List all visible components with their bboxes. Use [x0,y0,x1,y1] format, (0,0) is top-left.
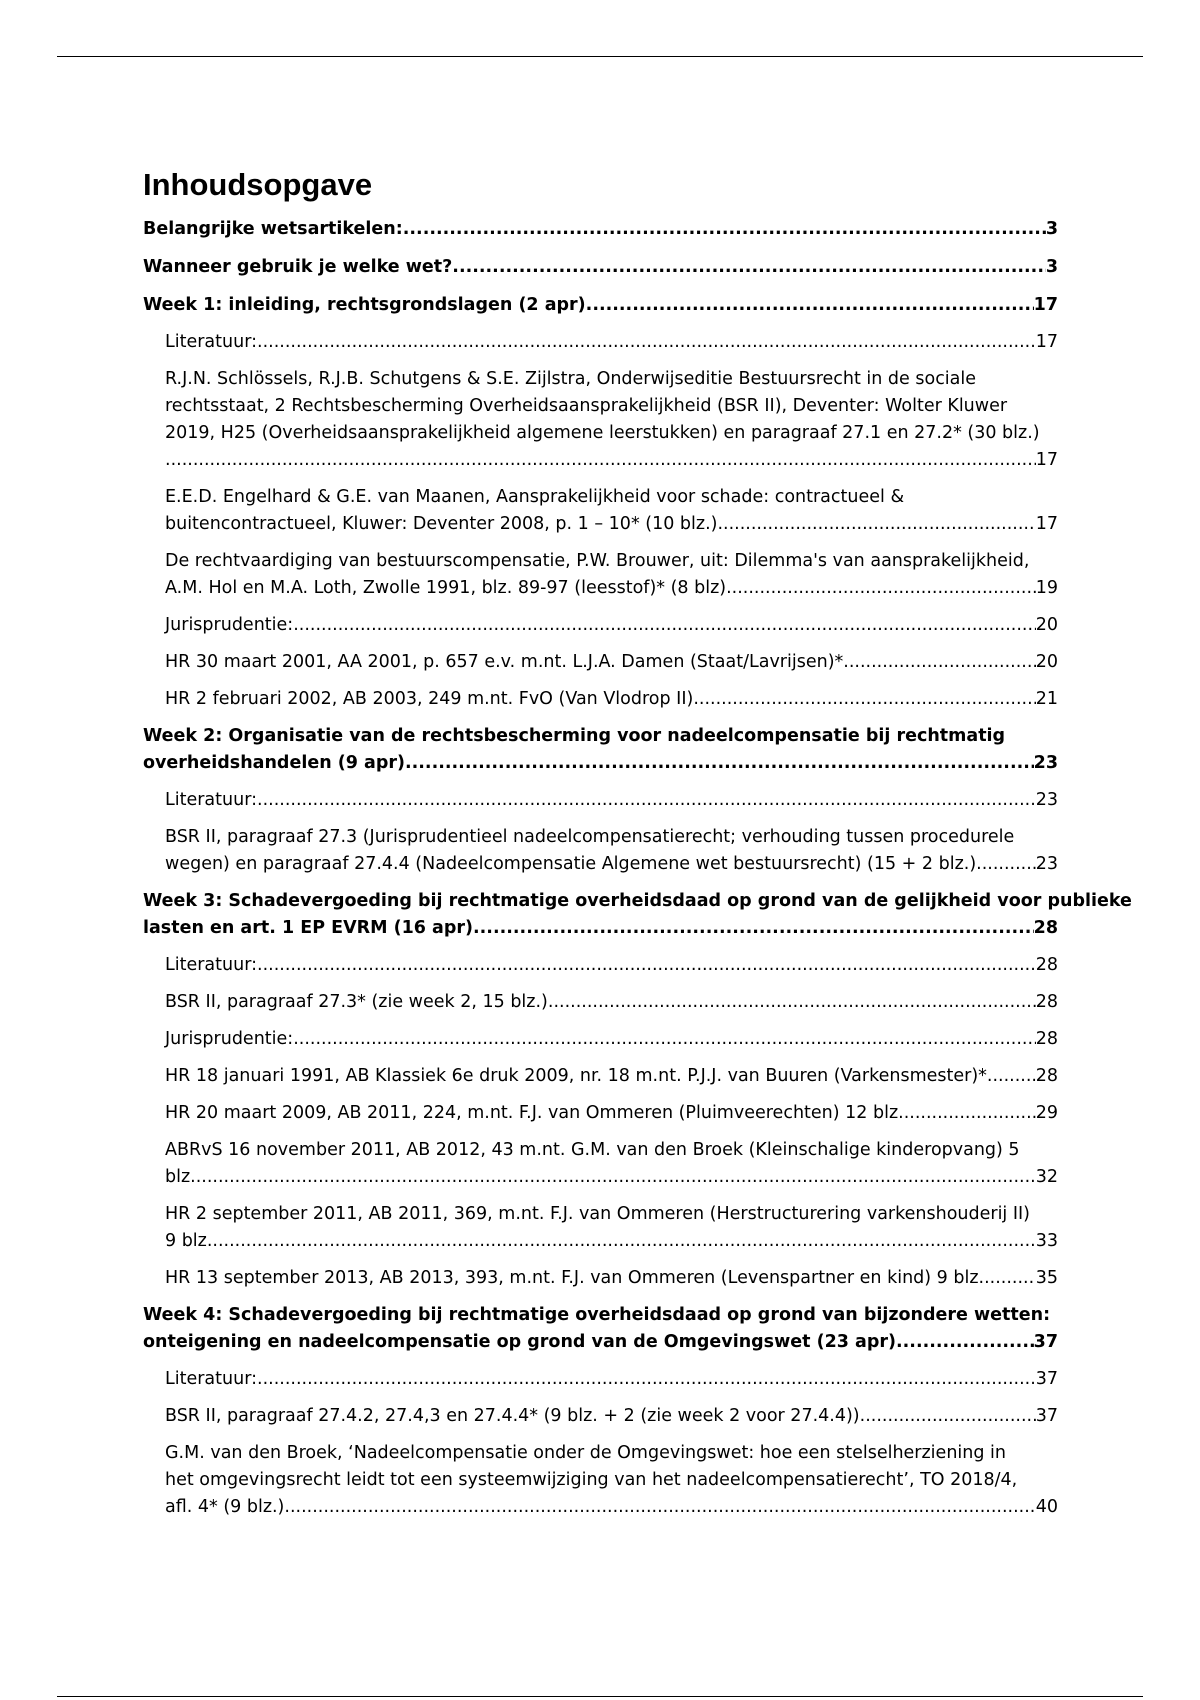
dot-leader [196,1164,1036,1191]
toc-entry[interactable] [143,329,1058,356]
footer-rule [57,1696,1143,1697]
toc-entry[interactable] [143,787,1058,814]
toc-entry[interactable] [143,723,1058,777]
toc-entry-text: buitencontractueel, Kluwer: Deventer 2008, p. 1 – 10* (10 blz.) [165,514,718,534]
dot-leader [904,1100,1036,1127]
toc-entry-text: HR 20 maart 2009, AB 2011, 224, m.nt. F.J. van Ommeren (Pluimveerechten) 12 blz. [165,1103,904,1123]
page-number: 28 [1033,918,1058,938]
dot-leader [257,952,1036,979]
page-number: 23 [1035,854,1058,874]
page-number: 28 [1035,955,1058,975]
page-number: 32 [1035,1167,1058,1187]
dot-leader [293,1026,1036,1053]
toc-entry[interactable] [143,952,1058,979]
dot-leader [405,750,1034,777]
dot-leader [403,216,1046,243]
toc-entry-text: Literatuur: [165,790,257,810]
toc-entry[interactable] [143,1201,1058,1255]
toc-entry[interactable] [143,548,1058,602]
toc-entry-text: Jurisprudentie: [165,615,294,635]
toc-entry-text: BSR II, paragraaf 27.4.2, 27.4,3 en 27.4.4* (9 blz. + 2 (zie week 2 voor 27.4.4)) [165,1406,860,1426]
dot-leader [984,1265,1036,1292]
dot-leader [293,612,1036,639]
toc-entry-text: R.J.N. Schlössels, R.J.B. Schutgens & S.E. Zijlstra, Onderwijseditie Bestuursrecht in de sociale [165,369,977,389]
dot-leader [987,1063,1036,1090]
toc-entry[interactable] [143,254,1058,281]
toc-entry-text: Week 1: inleiding, rechtsgrondslagen (2 apr) [143,295,586,315]
dot-leader [726,575,1036,602]
dot-leader [473,915,1034,942]
toc-entry-text: 2019, H25 (Overheidsaansprakelijkheid algemene leerstukken) en paragraaf 27.1 en 27.2* (30 blz.) [165,423,1040,443]
page-number: 3 [1045,257,1058,277]
toc-entry-text: Week 3: Schadevergoeding bij rechtmatige overheidsdaad op grond van de gelijkheid voor publieke [143,891,1132,911]
toc-entry-text: het omgevingsrecht leidt tot een systeemwijziging van het nadeelcompensatierecht’, TO 2018/4, [165,1470,1018,1490]
page-number: 33 [1035,1231,1058,1251]
toc-entry[interactable] [143,1366,1058,1393]
dot-leader [896,1329,1034,1356]
dot-leader [548,989,1036,1016]
page-number: 37 [1033,1332,1058,1352]
toc-entry-text: BSR II, paragraaf 27.3* (zie week 2, 15 blz.) [165,992,548,1012]
dot-leader [586,292,1034,319]
page-number: 28 [1035,992,1058,1012]
toc-entry-text: 9 blz. [165,1231,213,1251]
toc-entry-text: onteigening en nadeelcompensatie op grond van de Omgevingswet (23 apr) [143,1332,897,1352]
toc-entry-text: blz. [165,1167,196,1187]
toc-entry-text: A.M. Hol en M.A. Loth, Zwolle 1991, blz. 89-97 (leesstof)* (8 blz) [165,578,727,598]
page-number: 3 [1045,219,1058,239]
toc-entry-text: HR 30 maart 2001, AA 2001, p. 657 e.v. m.nt. L.J.A. Damen (Staat/Lavrijsen)* [165,652,844,672]
toc-entry[interactable] [143,292,1058,319]
toc-entry-text: De rechtvaardiging van bestuurscompensatie, P.W. Brouwer, uit: Dilemma's van aansprakelijkheid, [165,551,1030,571]
dot-leader [257,329,1036,356]
toc-entry-text: HR 2 september 2011, AB 2011, 369, m.nt. F.J. van Ommeren (Herstructurering varkenshouderij II) [165,1204,1031,1224]
toc-entry-text: wegen) en paragraaf 27.4.4 (Nadeelcompensatie Algemene wet bestuursrecht) (15 + 2 blz.) [165,854,977,874]
dot-leader [843,649,1035,676]
toc-entry-text: Wanneer gebruik je welke wet? [143,257,453,277]
page-number: 29 [1035,1103,1058,1123]
page-number: 37 [1035,1369,1058,1389]
toc-entry[interactable] [143,989,1058,1016]
toc-entry[interactable] [143,1100,1058,1127]
page-number: 17 [1033,295,1058,315]
toc-entry-text: HR 18 januari 1991, AB Klassiek 6e druk 2009, nr. 18 m.nt. P.J.J. van Buuren (Varkensmester)* [165,1066,987,1086]
dot-leader [860,1403,1036,1430]
toc-entry[interactable] [143,366,1058,474]
page-number: 37 [1035,1406,1058,1426]
toc-entry[interactable] [143,1265,1058,1292]
toc-entry-text: Literatuur: [165,955,257,975]
page-number: 23 [1033,753,1058,773]
toc-entry-text: BSR II, paragraaf 27.3 (Jurisprudentieel nadeelcompensatierecht; verhouding tussen procedurele [165,827,1015,847]
page-number: 35 [1035,1268,1058,1288]
toc-entry[interactable] [143,1063,1058,1090]
dot-leader [257,787,1036,814]
toc-entry-text: lasten en art. 1 EP EVRM (16 apr) [143,918,474,938]
page-number: 28 [1035,1066,1058,1086]
toc-entry[interactable] [143,612,1058,639]
page-number: 40 [1035,1497,1058,1517]
toc-entry[interactable] [143,1302,1058,1356]
toc-entry-text: afl. 4* (9 blz.) [165,1497,285,1517]
toc-entry-text: Belangrijke wetsartikelen: [143,219,403,239]
page-number: 28 [1035,1029,1058,1049]
page-number: 17 [1035,450,1058,470]
page-number: 20 [1035,615,1058,635]
dot-leader [452,254,1046,281]
toc-entry-text: G.M. van den Broek, ‘Nadeelcompensatie onder de Omgevingswet: hoe een stelselherziening in [165,1443,1006,1463]
page-number: 19 [1035,578,1058,598]
toc-entry-text: ABRvS 16 november 2011, AB 2012, 43 m.nt. G.M. van den Broek (Kleinschalige kinderopvang) 5 [165,1140,1020,1160]
toc-entry[interactable] [143,824,1058,878]
toc-entry[interactable] [143,1440,1058,1521]
page-number: 17 [1035,514,1058,534]
toc-entry-text: HR 13 september 2013, AB 2013, 393, m.nt. F.J. van Ommeren (Levenspartner en kind) 9 blz. [165,1268,985,1288]
page-number: 17 [1035,332,1058,352]
toc-entry-text: rechtsstaat, 2 Rechtsbescherming Overheidsaansprakelijkheid (BSR II), Deventer: Wolter Kluwer [165,396,1008,416]
toc-entry[interactable] [143,216,1058,243]
dot-leader [693,686,1035,713]
page-number: 20 [1035,652,1058,672]
dot-leader [212,1228,1035,1255]
dot-leader [165,447,1036,474]
table-of-contents [143,216,1132,1521]
toc-entry[interactable] [143,1403,1058,1430]
toc-entry[interactable] [143,888,1132,942]
toc-entry-text: Week 4: Schadevergoeding bij rechtmatige overheidsdaad op grond van bijzondere wetten: [143,1305,1051,1325]
toc-entry-text: overheidshandelen (9 apr) [143,753,405,773]
dot-leader [976,851,1036,878]
toc-entry[interactable] [143,484,1058,538]
dot-leader [257,1366,1036,1393]
toc-entry-text: Literatuur: [165,332,257,352]
toc-entry[interactable] [143,1026,1058,1053]
toc-entry[interactable] [143,649,1058,676]
toc-entry-text: HR 2 februari 2002, AB 2003, 249 m.nt. FvO (Van Vlodrop II) [165,689,694,709]
dot-leader [284,1494,1035,1521]
toc-entry-text: Jurisprudentie: [165,1029,294,1049]
toc-entry-text: E.E.D. Engelhard & G.E. van Maanen, Aansprakelijkheid voor schade: contractueel & [165,487,905,507]
toc-entry-text: Literatuur: [165,1369,257,1389]
toc-entry[interactable] [143,1137,1058,1191]
toc-entry-text: Week 2: Organisatie van de rechtsbescherming voor nadeelcompensatie bij rechtmatig [143,726,1006,746]
header-rule [57,56,1143,57]
dot-leader [717,511,1035,538]
page-number: 21 [1035,689,1058,709]
toc-title: Inhoudsopgave [143,167,373,202]
toc-entry[interactable] [143,686,1058,713]
page-number: 23 [1035,790,1058,810]
